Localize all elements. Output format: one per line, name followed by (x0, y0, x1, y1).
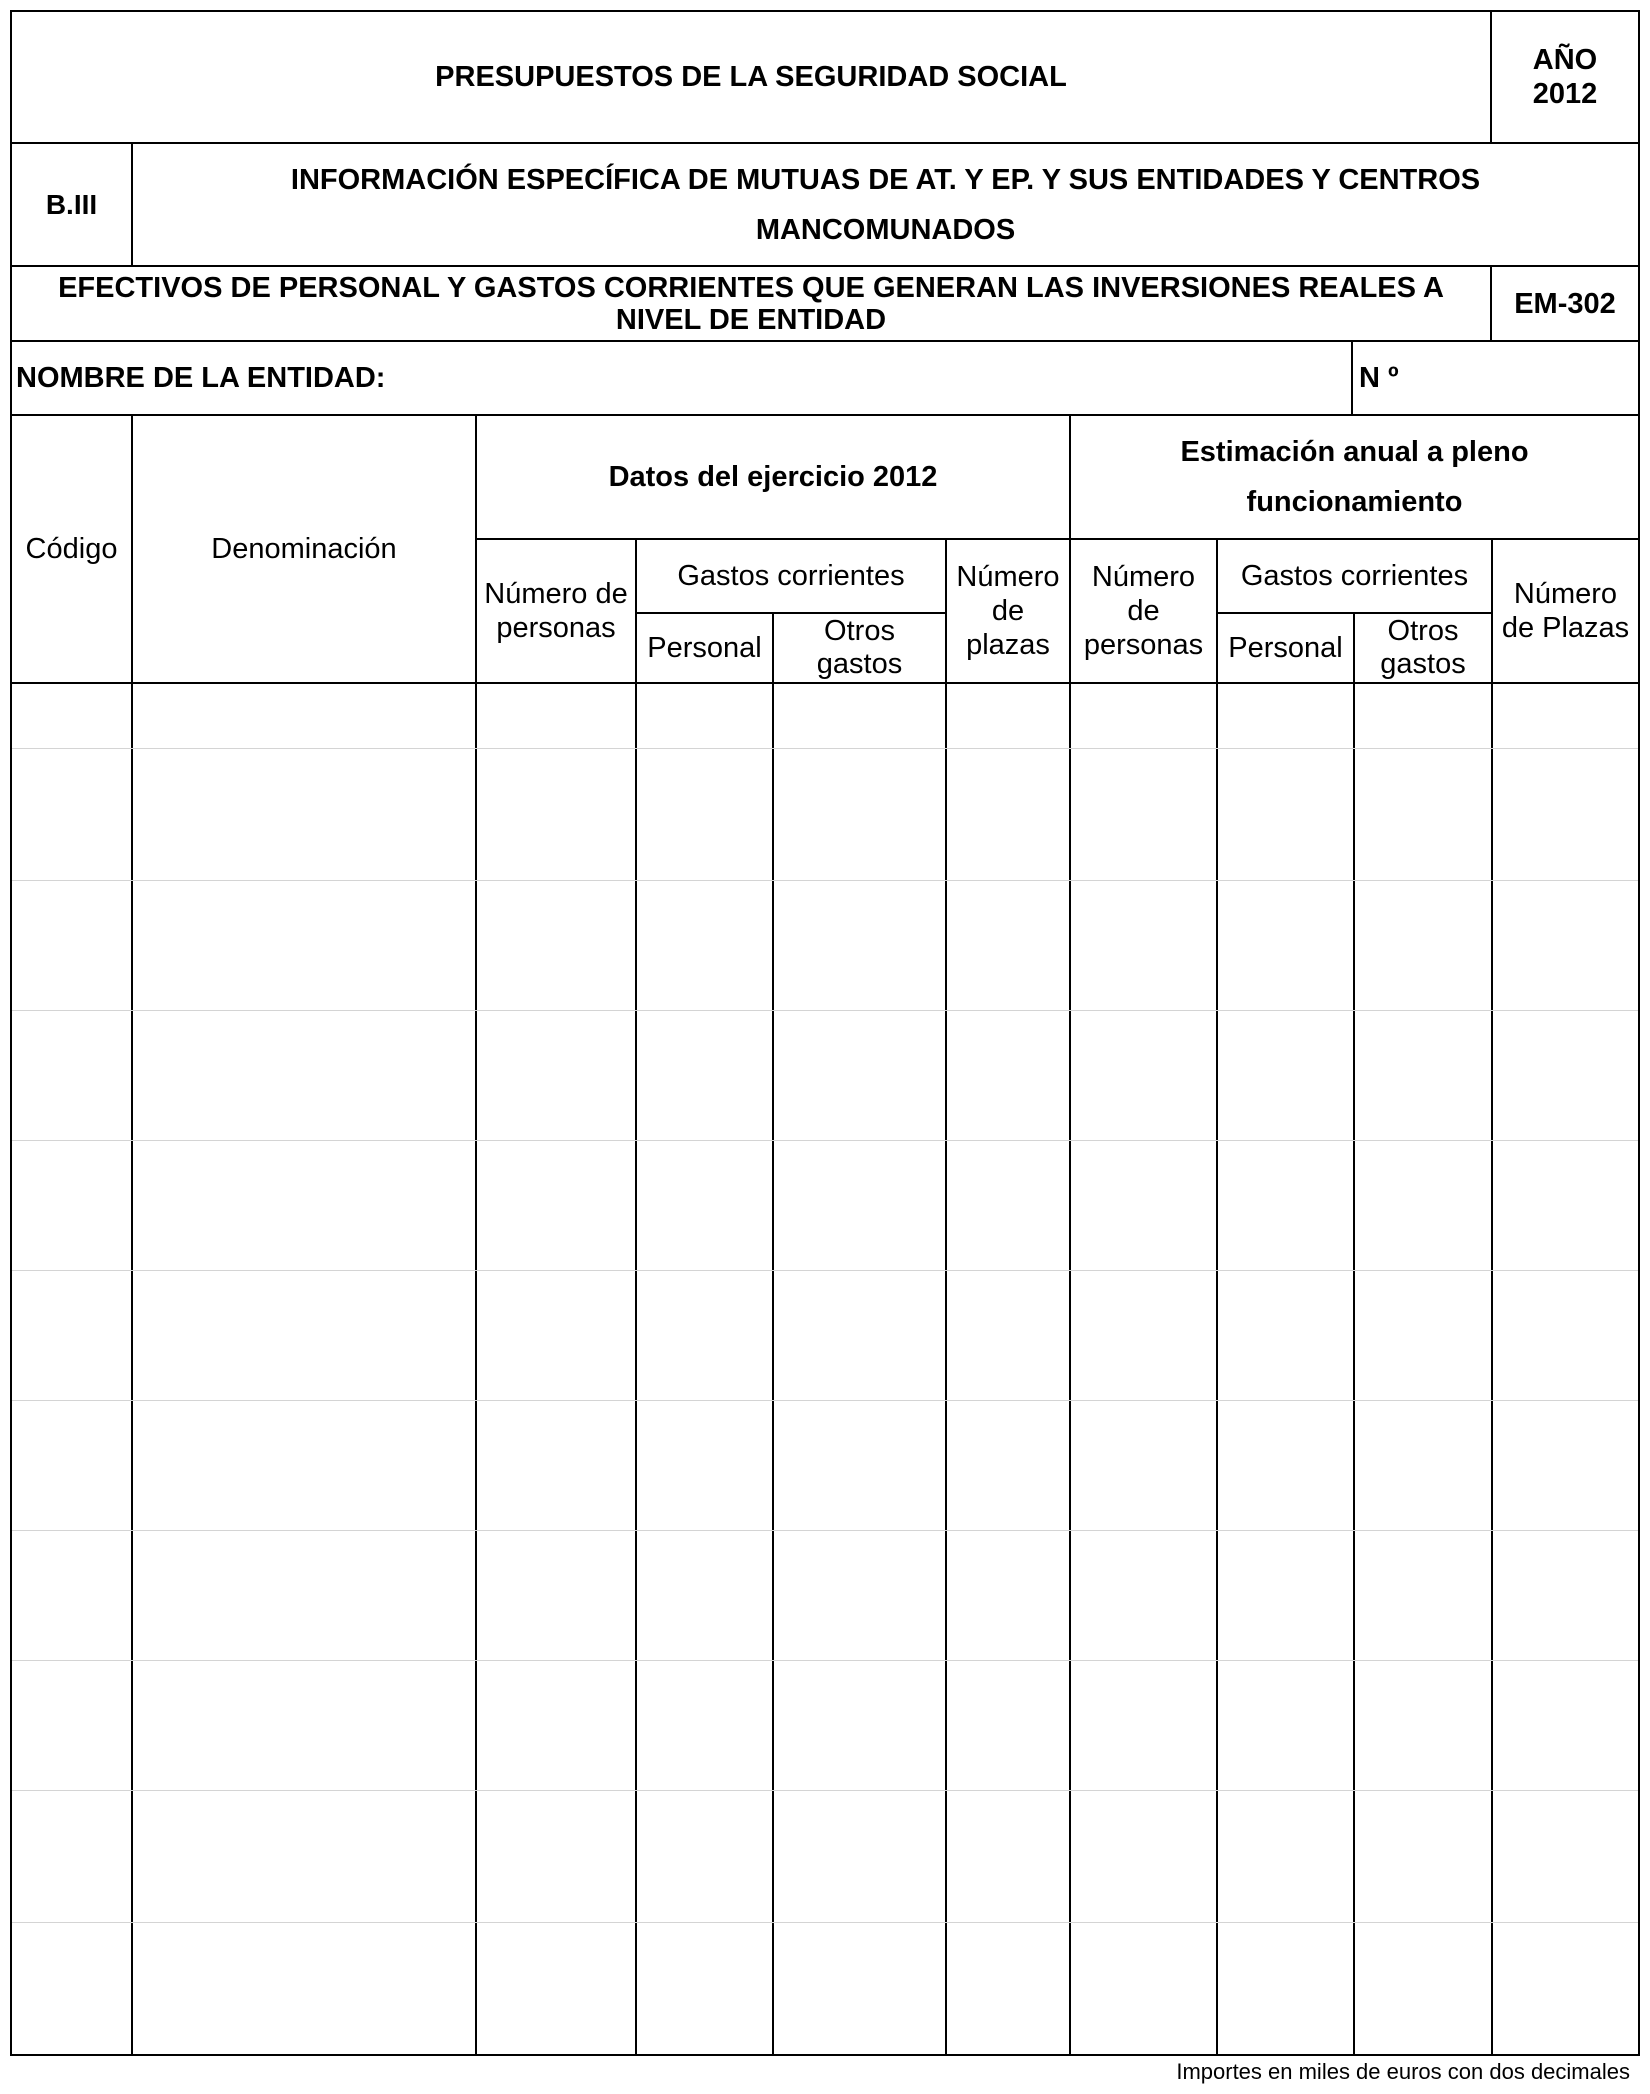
page-title (12, 12, 1490, 142)
section-title-line1: INFORMACIÓN ESPECÍFICA DE MUTUAS DE AT. Y EP. Y SUS ENTIDADES Y CENTROS (290, 163, 1481, 196)
header-datos-num-plazas-line3: plazas (966, 629, 1050, 661)
header-est-gastos (1218, 540, 1491, 612)
header-datos-otros-line1: Otros (824, 615, 895, 647)
year-value: 2012 (1532, 78, 1598, 110)
header-datos-personal (637, 614, 772, 682)
header-est-num-plazas-line1: Número (1513, 578, 1618, 610)
header-denominacion-text: Denominación (211, 533, 397, 565)
header-group-datos-text: Datos del ejercicio 2012 (608, 461, 938, 493)
header-est-num-personas-line1: Número (1091, 561, 1196, 593)
header-est-otros (1355, 614, 1491, 682)
header-est-num-personas-line2: de (1127, 595, 1160, 627)
page-title-text: PRESUPUESTOS DE LA SEGURIDAD SOCIAL (435, 61, 1067, 93)
header-est-otros-line2: gastos (1380, 648, 1466, 680)
header-group-estimacion-line1: Estimación anual a pleno (1180, 436, 1529, 468)
section-title (133, 144, 1638, 265)
form-title-line2: NIVEL DE ENTIDAD (615, 303, 887, 336)
year-box (1492, 12, 1638, 142)
header-codigo-text: Código (25, 533, 118, 565)
entity-name-label: NOMBRE DE LA ENTIDAD: (16, 362, 386, 394)
header-datos-gastos (637, 540, 945, 612)
header-est-personal (1218, 614, 1353, 682)
header-group-datos (477, 416, 1069, 538)
header-est-num-personas (1071, 540, 1216, 682)
header-datos-num-plazas (947, 540, 1069, 682)
header-est-personal-text: Personal (1228, 632, 1343, 664)
footer-note (1176, 2058, 1630, 2086)
year-label: AÑO (1532, 44, 1598, 76)
header-datos-num-plazas-line2: de (991, 595, 1025, 627)
header-datos-num-personas-line2: personas (496, 612, 616, 644)
header-datos-otros (774, 614, 945, 682)
form-title (12, 267, 1490, 340)
entity-name-field[interactable] (12, 342, 1351, 414)
footer-note-text: Importes en miles de euros con dos decimales (1176, 2059, 1630, 2084)
header-est-num-plazas-line2: de Plazas (1501, 612, 1630, 644)
header-est-num-personas-line3: personas (1083, 629, 1204, 661)
section-code (12, 144, 131, 265)
form-code-text: EM-302 (1514, 287, 1616, 320)
header-datos-num-plazas-line1: Número (956, 561, 1060, 593)
header-group-estimacion-line2: funcionamiento (1246, 486, 1463, 518)
header-datos-personal-text: Personal (647, 632, 762, 664)
header-est-otros-line1: Otros (1387, 615, 1459, 647)
header-est-gastos-text: Gastos corrientes (1240, 560, 1469, 592)
entity-number-field[interactable] (1353, 342, 1638, 414)
section-code-text: B.III (45, 188, 98, 220)
section-title-line2: MANCOMUNADOS (755, 213, 1016, 246)
form-code (1492, 267, 1638, 340)
entity-number-label: N º (1359, 362, 1399, 394)
header-group-estimacion (1071, 416, 1638, 538)
header-datos-num-personas-line1: Número de (484, 578, 628, 610)
header-datos-num-personas (477, 540, 635, 682)
header-est-num-plazas (1493, 540, 1638, 682)
form-title-line1: EFECTIVOS DE PERSONAL Y GASTOS CORRIENTES QUE GENERAN LAS INVERSIONES REALES A (58, 271, 1444, 304)
header-denominacion (133, 416, 475, 682)
header-datos-gastos-text: Gastos corrientes (677, 560, 905, 592)
header-codigo (12, 416, 131, 682)
header-datos-otros-line2: gastos (816, 648, 903, 680)
